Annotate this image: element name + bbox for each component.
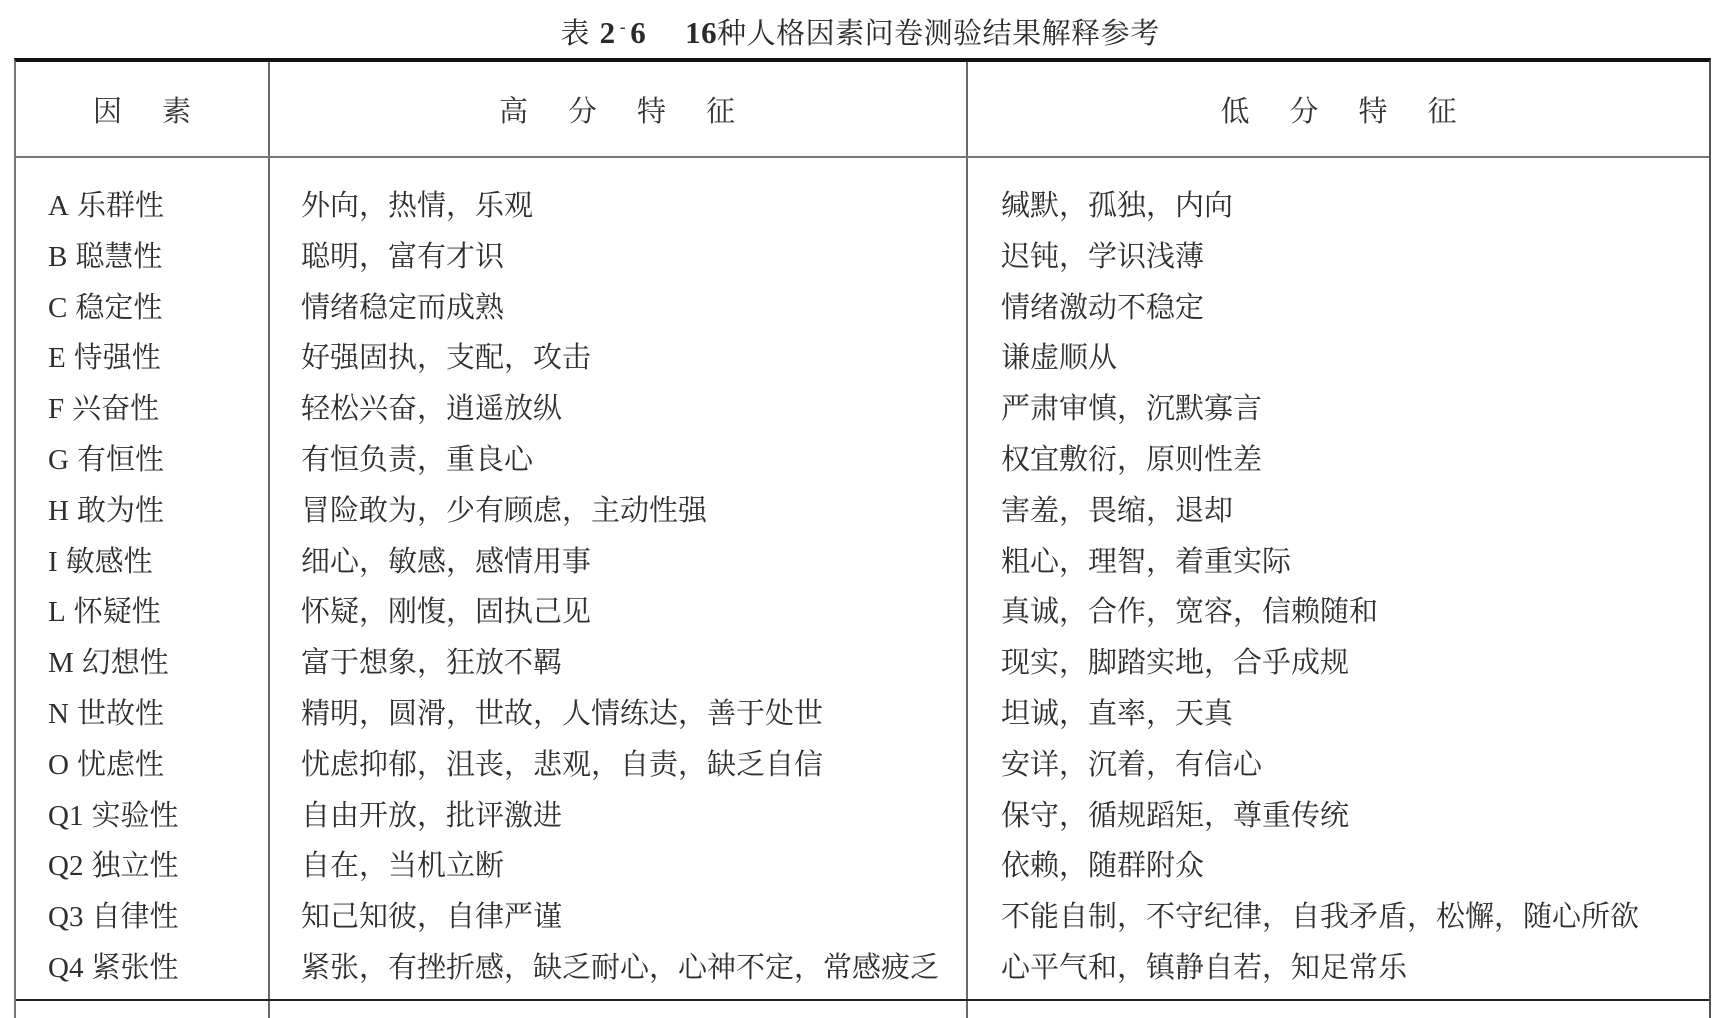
- low-score-trait: 迟钝，学识浅薄: [1001, 238, 1205, 273]
- low-score-trait: 不能自制，不守纪律，自我矛盾，松懈，随心所欲: [1001, 899, 1640, 934]
- low-score-trait: 谦虚顺从: [1001, 340, 1118, 375]
- factor-cell: [48, 637, 169, 688]
- factor-code: O: [48, 748, 69, 781]
- header-char: 低: [1220, 93, 1250, 128]
- factor-code: B: [48, 240, 68, 273]
- factor-code: Q2: [48, 850, 84, 883]
- low-score-trait: 真诚，合作，宽容，信赖随和: [1001, 594, 1379, 629]
- factor-cell: [48, 891, 178, 942]
- table-bottom-rule: [16, 999, 1709, 1001]
- high-score-trait: 精明，圆滑，世故，人情练达，善于处世: [301, 696, 824, 730]
- factor-code: N: [48, 698, 69, 730]
- table-row: [16, 231, 1709, 282]
- high-score-trait: 自由开放，批评激进: [301, 797, 563, 832]
- factor-code: E: [48, 342, 66, 375]
- factor-cell: [48, 739, 164, 790]
- table-row: [16, 282, 1709, 333]
- table-row: [16, 739, 1709, 790]
- factor-name: 敏感性: [65, 543, 153, 578]
- header-low-score: [968, 62, 1709, 156]
- factor-cell: [48, 180, 164, 231]
- factor-code: C: [48, 291, 68, 324]
- high-score-trait: 知己知彼，自律严谨: [301, 899, 563, 934]
- header-char: 特: [1358, 93, 1388, 128]
- high-score-trait: 外向，热情，乐观: [301, 188, 534, 222]
- factor-cell: [48, 688, 164, 739]
- factor-name: 稳定性: [75, 289, 163, 324]
- table-row: [16, 536, 1709, 587]
- factor-code: Q3: [48, 901, 84, 934]
- table-row: [16, 942, 1709, 993]
- low-score-trait: 严肃审慎，沉默寡言: [1001, 391, 1263, 426]
- factor-code: L: [48, 596, 66, 629]
- factor-code: F: [48, 393, 65, 426]
- table-row: [16, 485, 1709, 536]
- factor-name: 紧张性: [91, 950, 179, 984]
- low-score-trait: 保守，循规蹈矩，尊重传统: [1001, 797, 1350, 832]
- factor-name: 聪慧性: [75, 238, 163, 273]
- factor-name: 自律性: [91, 899, 179, 934]
- high-score-trait: 自在，当机立断: [301, 848, 505, 883]
- table-row: [16, 434, 1709, 485]
- factor-code: A: [48, 190, 69, 222]
- low-score-trait: 现实，脚踏实地，合乎成规: [1001, 645, 1350, 680]
- factor-code: M: [48, 647, 74, 680]
- table-row: [16, 180, 1709, 231]
- factor-code: H: [48, 494, 69, 527]
- factor-name: 忧虑性: [76, 746, 164, 781]
- low-score-trait: 情绪激动不稳定: [1001, 289, 1205, 324]
- table-row: [16, 383, 1709, 434]
- factor-cell: [48, 840, 178, 891]
- factor-name: 兴奋性: [72, 391, 160, 426]
- caption-number-main: 2: [599, 15, 616, 50]
- factor-cell: [48, 231, 162, 282]
- table-row: [16, 688, 1709, 739]
- header-char: 因: [92, 93, 122, 128]
- header-char: 分: [1289, 93, 1319, 128]
- high-score-trait: 好强固执，支配，攻击: [301, 340, 592, 375]
- header-divider: [16, 156, 1709, 158]
- factor-code: G: [48, 444, 69, 476]
- high-score-trait: 轻松兴奋，逍遥放纵: [301, 391, 563, 426]
- factor-name: 世故性: [76, 696, 164, 730]
- factor-cell: [48, 383, 159, 434]
- factor-name: 幻想性: [81, 645, 169, 680]
- caption-title: 种人格因素问卷测验结果解释参考: [717, 16, 1160, 50]
- factor-cell: [48, 282, 162, 333]
- factor-cell: [48, 485, 164, 536]
- high-score-trait: 聪明，富有才识: [301, 238, 505, 273]
- caption-dash: -: [619, 17, 627, 38]
- high-score-trait: 冒险敢为，少有顾虑，主动性强: [301, 492, 708, 527]
- factor-cell: [48, 332, 161, 383]
- factor-name: 实验性: [91, 797, 179, 832]
- personality-factor-table: [14, 58, 1711, 1018]
- factor-name: 怀疑性: [73, 594, 161, 629]
- caption-prefix: 表: [560, 16, 590, 50]
- table-row: [16, 891, 1709, 942]
- factor-name: 乐群性: [76, 188, 164, 222]
- factor-name: 恃强性: [73, 340, 161, 375]
- high-score-trait: 富于想象，狂放不羁: [301, 645, 563, 680]
- header-char: 征: [706, 93, 736, 128]
- table-row: [16, 790, 1709, 841]
- high-score-trait: 细心，敏感，感情用事: [301, 543, 592, 578]
- table-row: [16, 332, 1709, 383]
- factor-name: 敢为性: [76, 492, 164, 527]
- factor-code: I: [48, 545, 58, 578]
- factor-cell: [48, 790, 178, 841]
- low-score-trait: 安详，沉着，有信心: [1001, 746, 1263, 781]
- high-score-trait: 忧虑抑郁，沮丧，悲观，自责，缺乏自信: [301, 746, 824, 781]
- table-caption: [0, 6, 1720, 55]
- caption-number-sub: 6: [630, 15, 647, 50]
- factor-cell: [48, 586, 161, 637]
- header-factor: [16, 62, 268, 156]
- table-row: [16, 586, 1709, 637]
- factor-cell: [48, 536, 153, 587]
- caption-count: 16: [685, 15, 718, 50]
- factor-name: 独立性: [91, 848, 179, 883]
- table-row: [16, 840, 1709, 891]
- low-score-trait: 坦诚，直率，天真: [1001, 696, 1234, 730]
- header-char: 分: [567, 93, 597, 128]
- low-score-trait: 害羞，畏缩，退却: [1001, 492, 1234, 527]
- factor-name: 有恒性: [76, 442, 164, 476]
- factor-code: Q4: [48, 952, 84, 984]
- low-score-trait: 缄默，孤独，内向: [1001, 188, 1234, 222]
- low-score-trait: 心平气和，镇静自若，知足常乐: [1001, 950, 1408, 984]
- factor-cell: [48, 942, 178, 993]
- high-score-trait: 怀疑，刚愎，固执己见: [301, 594, 592, 629]
- header-char: 特: [637, 93, 667, 128]
- header-high-score: [268, 62, 966, 156]
- header-char: 素: [162, 93, 192, 128]
- header-char: 征: [1427, 93, 1457, 128]
- high-score-trait: 紧张，有挫折感，缺乏耐心，心神不定，常感疲乏: [301, 950, 940, 984]
- high-score-trait: 情绪稳定而成熟: [301, 289, 505, 324]
- factor-cell: [48, 434, 164, 485]
- factor-code: Q1: [48, 799, 84, 832]
- table-row: [16, 637, 1709, 688]
- header-char: 高: [498, 93, 528, 128]
- low-score-trait: 依赖，随群附众: [1001, 848, 1205, 883]
- low-score-trait: 权宜敷衍，原则性差: [1001, 442, 1263, 476]
- high-score-trait: 有恒负责，重良心: [301, 442, 534, 476]
- low-score-trait: 粗心，理智，着重实际: [1001, 543, 1292, 578]
